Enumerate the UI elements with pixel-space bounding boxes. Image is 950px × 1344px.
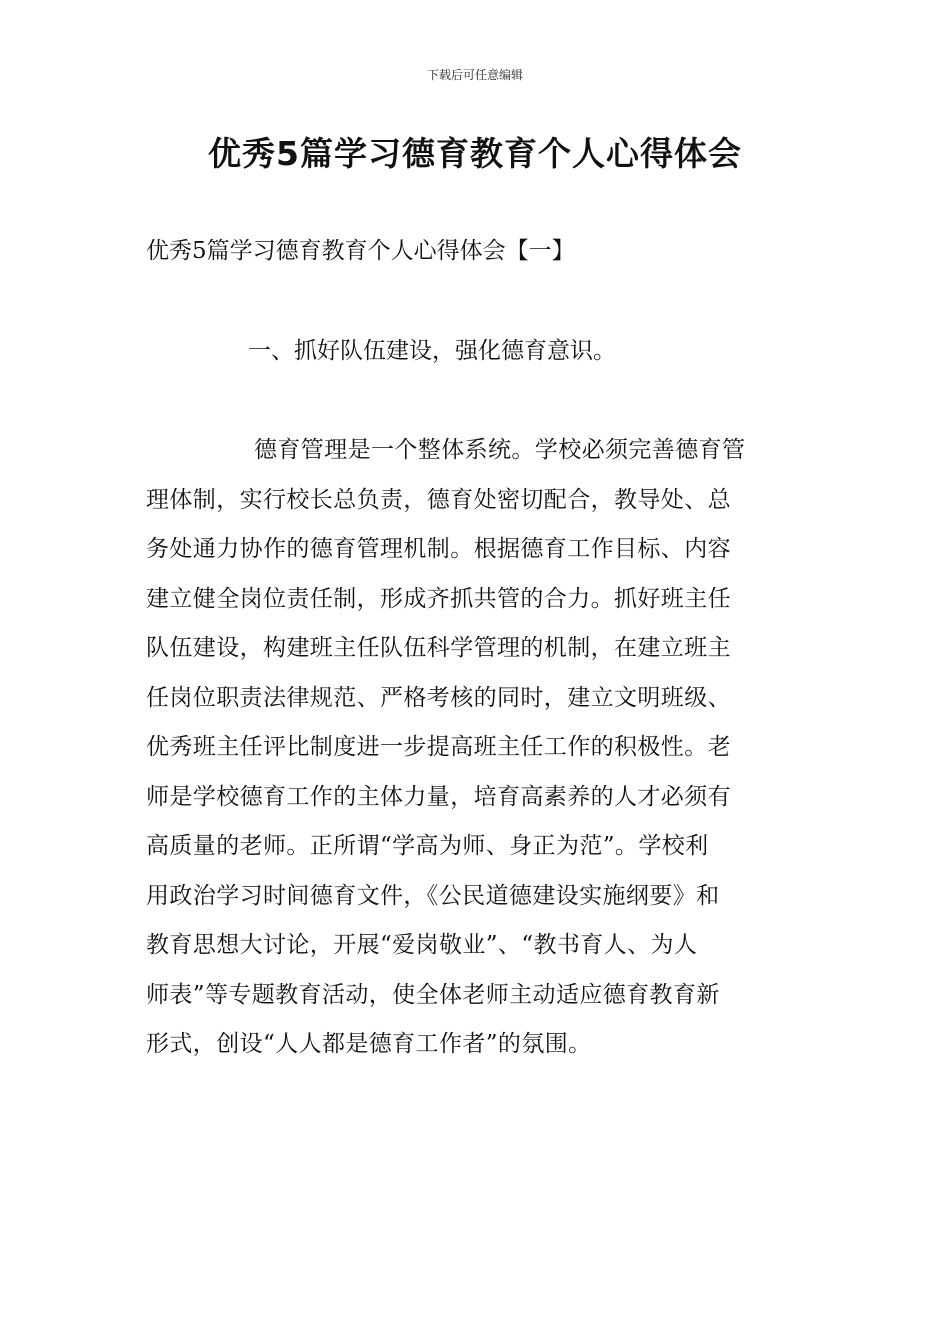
body-line: 队伍建设，构建班主任队伍科学管理的机制，在建立班主 <box>146 635 731 661</box>
body-line: 任岗位职责法律规范、严格考核的同时，建立文明班级、 <box>146 684 731 711</box>
body-line: 高质量的老师。正所谓“学高为师、身正为范”。学校利 <box>146 833 709 859</box>
header-note: 下载后可任意编辑 <box>426 68 523 82</box>
body-line: 建立健全岗位责任制，形成齐抓共管的合力。抓好班主任 <box>146 585 731 612</box>
body-line: 德育管理是一个整体系统。学校必须完善德育管 <box>254 437 746 463</box>
section-heading: 一、抓好队伍建设，强化德育意识。 <box>248 338 616 364</box>
body-line: 教育思想大讨论，开展“爱岗敬业”、“教书育人、为人 <box>146 932 698 958</box>
body-line: 师表”等专题教育活动，使全体老师主动适应德育教育新 <box>146 981 720 1008</box>
body-paragraph <box>146 428 816 1072</box>
document-title: 优秀5篇学习德育教育个人心得体会 <box>208 134 742 173</box>
body-line: 优秀班主任评比制度进一步提高班主任工作的积极性。老 <box>146 734 731 760</box>
body-line: 务处通力协作的德育管理机制。根据德育工作目标、内容 <box>146 536 731 562</box>
body-line: 形式，创设“人人都是德育工作者”的氛围。 <box>146 1031 592 1057</box>
body-line: 师是学校德育工作的主体力量，培育高素养的人才必须有 <box>146 783 731 810</box>
section-subtitle: 优秀5篇学习德育教育个人心得体会【一】 <box>146 238 575 264</box>
body-line: 用政治学习时间德育文件，《公民道德建设实施纲要》和 <box>146 882 720 909</box>
body-line: 理体制，实行校长总负责，德育处密切配合，教导处、总 <box>146 486 731 513</box>
